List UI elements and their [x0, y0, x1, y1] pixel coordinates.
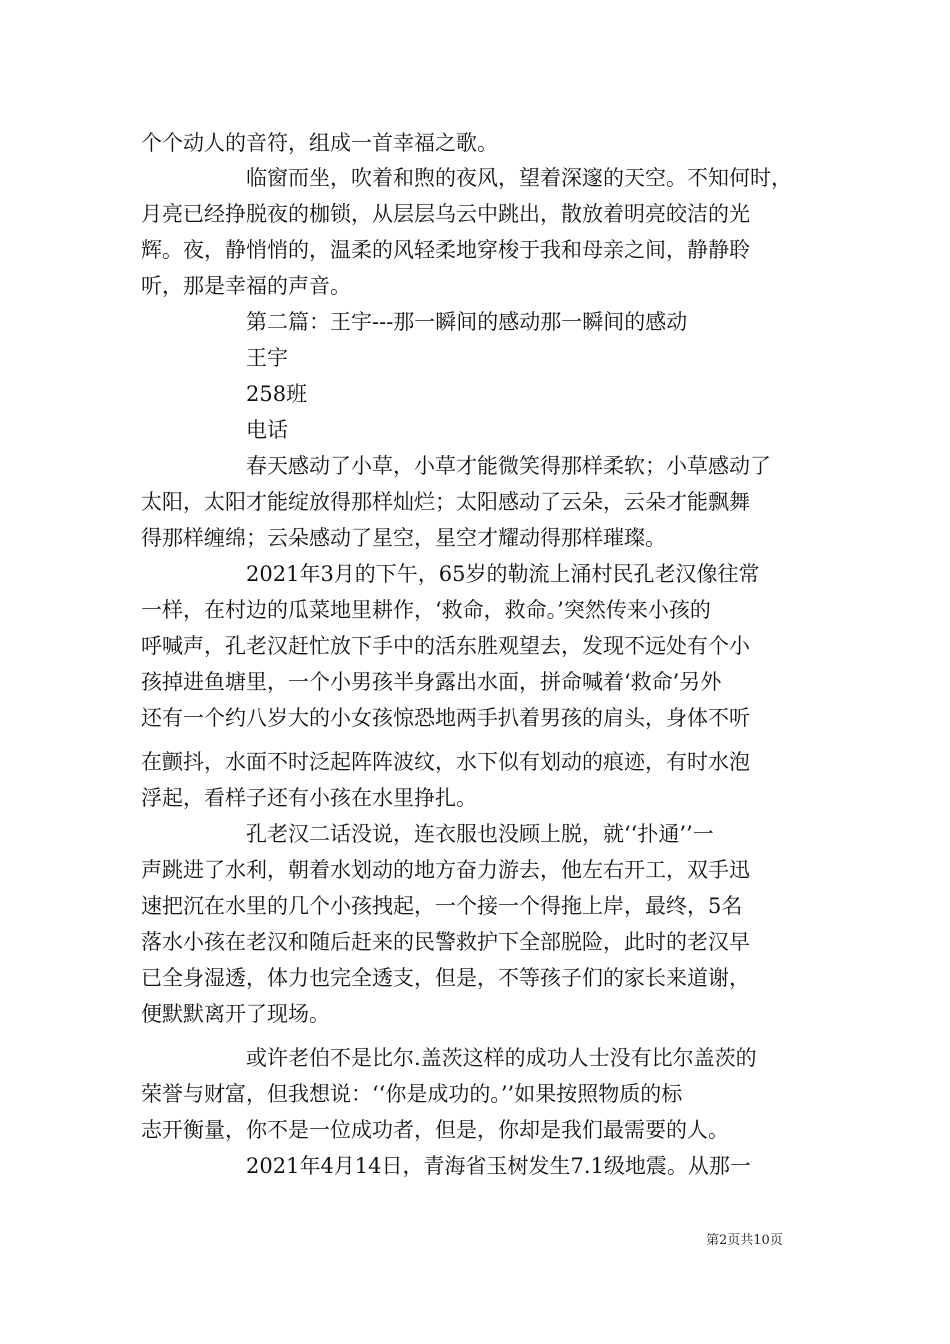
text-line: 荣誉与财富，但我想说：‘‘你是成功的。’’如果按照物质的标 — [141, 1082, 683, 1106]
text-line: 志开衡量，你不是一位成功者，但是，你却是我们最需要的人。 — [141, 1118, 729, 1142]
text-line: 已全身湿透，体力也完全透支，但是，不等孩子们的家长来道谢， — [141, 966, 750, 990]
text-line: 落水小孩在老汉和随后赶来的民警救护下全部脱险，此时的老汉早 — [141, 930, 750, 954]
text-line: 便默默离开了现场。 — [141, 1002, 330, 1026]
text-line: 孩掉进鱼塘里，一个小男孩半身露出水面，拼命喊着‘救命’另外 — [141, 670, 722, 694]
text-line: 一样，在村边的瓜菜地里耕作，‘救命，救命。’突然传来小孩的 — [141, 598, 711, 622]
text-line: 辉。夜，静悄悄的，温柔的风轻柔地穿梭于我和母亲之间，静静聆 — [141, 238, 750, 262]
text-line: 2021年4月14日，青海省玉树发生7.1级地震。从那一 — [246, 1154, 751, 1178]
text-line: 听，那是幸福的声音。 — [141, 274, 351, 298]
section-title: 第二篇：王宇---那一瞬间的感动那一瞬间的感动 — [246, 310, 688, 334]
text-line: 浮起，看样子还有小孩在水里挣扎。 — [141, 786, 477, 810]
text-line: 春天感动了小草，小草才能微笑得那样柔软；小草感动了 — [246, 454, 771, 478]
text-line: 孔老汉二话没说，连衣服也没顾上脱，就‘‘扑通’’一 — [246, 822, 714, 846]
class-info: 258班 — [246, 382, 308, 406]
page-number: 第2页共10页 — [706, 1233, 783, 1248]
text-line: 临窗而坐，吹着和煦的夜风，望着深邃的天空。不知何时， — [246, 166, 792, 190]
text-line: 得那样缠绵；云朵感动了星空，星空才耀动得那样璀璨。 — [141, 526, 666, 550]
text-line: 个个动人的音符，组成一首幸福之歌。 — [141, 131, 498, 155]
text-line: 2021年3月的下午，65岁的勒流上涌村民孔老汉像往常 — [246, 562, 760, 586]
text-line: 速把沉在水里的几个小孩拽起，一个接一个得拖上岸，最终，5名 — [141, 894, 743, 918]
text-line: 或许老伯不是比尔.盖茨这样的成功人士没有比尔盖茨的 — [246, 1046, 757, 1070]
text-line: 呼喊声，孔老汉赶忙放下手中的活东胜观望去，发现不远处有个小 — [141, 634, 750, 658]
author-name: 王宇 — [246, 346, 288, 370]
text-line: 在颤抖，水面不时泛起阵阵波纹，水下似有划动的痕迹，有时水泡 — [141, 750, 750, 774]
phone-label: 电话 — [246, 418, 288, 442]
text-line: 太阳，太阳才能绽放得那样灿烂；太阳感动了云朵，云朵才能飘舞 — [141, 490, 750, 514]
text-line: 声跳进了水利，朝着水划动的地方奋力游去，他左右开工，双手迅 — [141, 858, 750, 882]
text-line: 月亮已经挣脱夜的枷锁，从层层乌云中跳出，散放着明亮皎洁的光 — [141, 202, 750, 226]
text-line: 还有一个约八岁大的小女孩惊恐地两手扒着男孩的肩头，身体不听 — [141, 706, 750, 730]
